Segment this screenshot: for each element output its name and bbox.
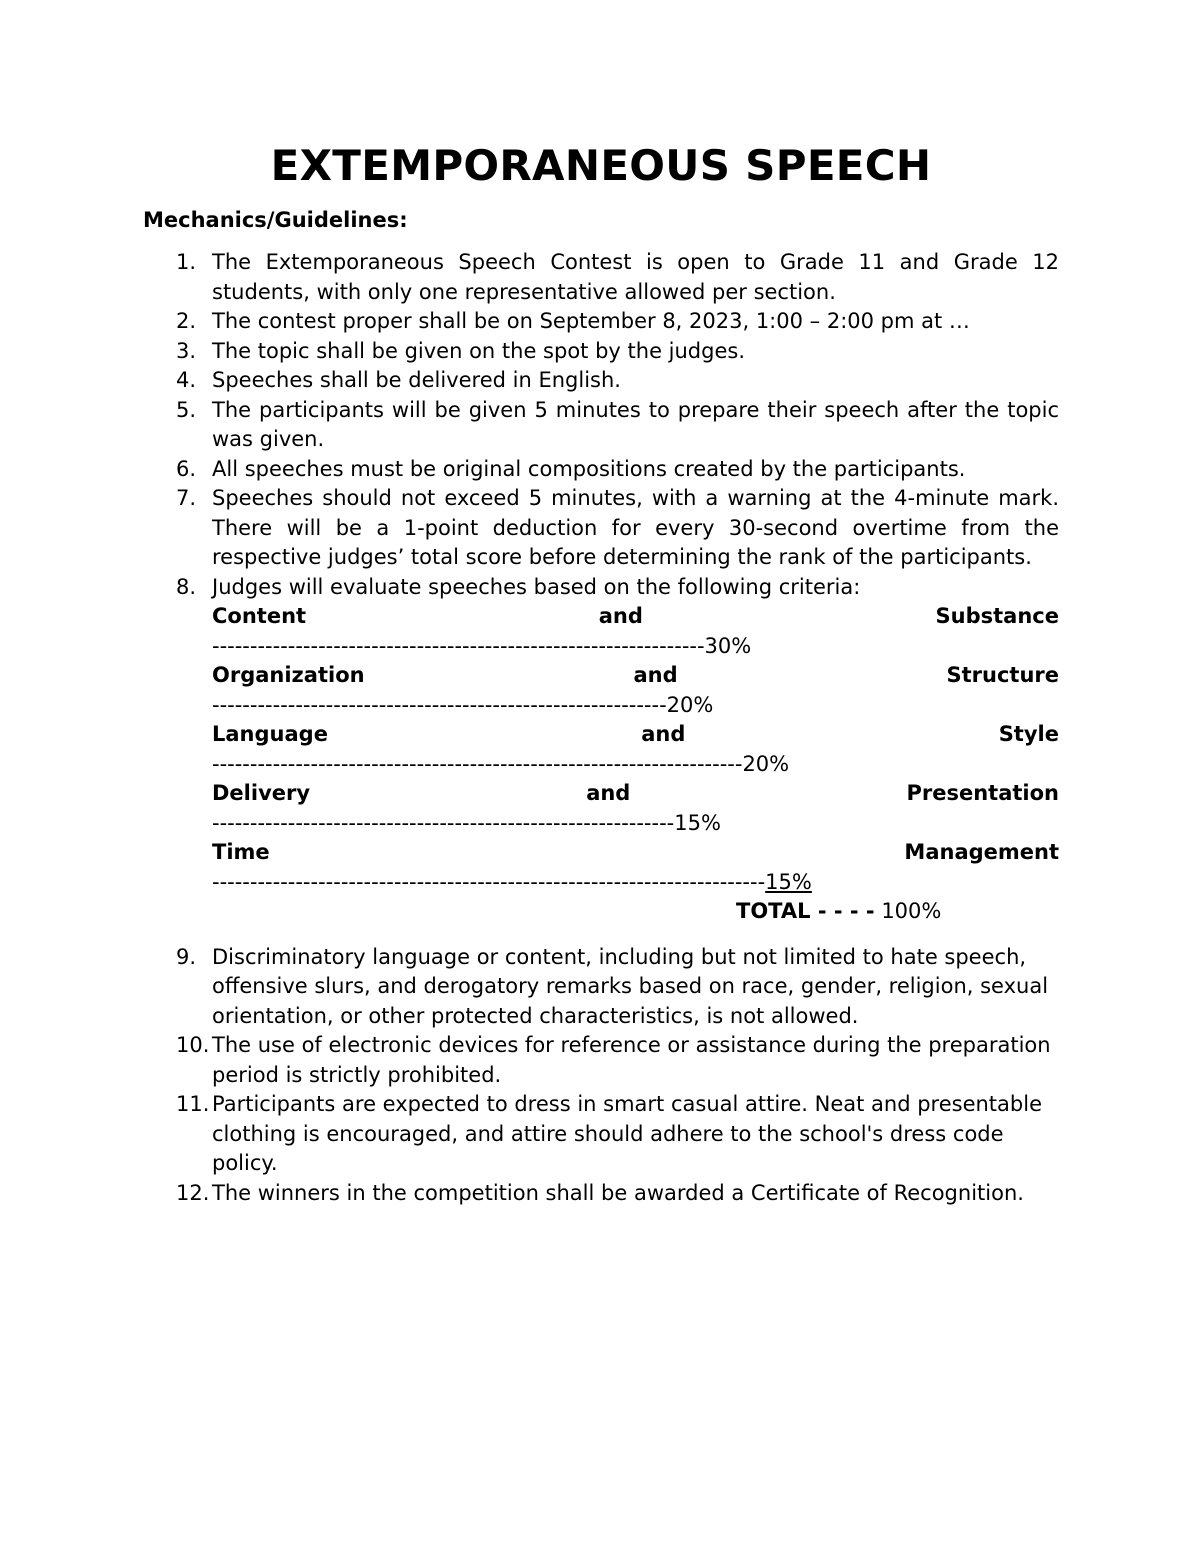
- criteria-word: Style: [998, 722, 1059, 746]
- item-text: Judges will evaluate speeches based on the following criteria:: [212, 574, 861, 599]
- item-text: Speeches should not exceed 5 minutes, with a warning at the 4-minute mark. There will be a 1-point deduction for every 30-second overtime from the respective judges’ total score before determining the rank of the participants.: [212, 486, 1059, 569]
- criteria-word: Structure: [946, 663, 1059, 687]
- criteria-word: Substance: [935, 604, 1059, 628]
- criteria-word: Language: [212, 722, 328, 746]
- item-number: 1.: [176, 250, 197, 274]
- criteria-word: Management: [904, 840, 1059, 864]
- item-number: 7.: [176, 486, 197, 510]
- item-number: 11.: [176, 1092, 210, 1116]
- criteria-score-row: [212, 809, 1059, 839]
- item-text-content: The winners in the competition shall be awarded a Certificate of Recognition.: [212, 1180, 1024, 1205]
- item-number: 5.: [176, 397, 197, 422]
- list-item: [143, 484, 1059, 573]
- criteria-word: Presentation: [906, 781, 1059, 805]
- criteria-percent: 15%: [674, 810, 721, 835]
- item-text: The Extemporaneous Speech Contest is open to Grade 11 and Grade 12 students, with only one representative allowed per section.: [212, 250, 1059, 304]
- item-text: The contest proper shall be on September 8, 2023, 1:00 – 2:00 pm at …: [212, 309, 970, 333]
- criteria-percent: 20%: [742, 751, 790, 776]
- item-text: Discriminatory language or content, including but not limited to hate speech, offensive slurs, and derogatory remarks based on race, gender, religion, sexual orientation, or other protected characteristics, is not allowed.: [212, 944, 1049, 1028]
- criteria-percent: 30%: [704, 633, 752, 658]
- page-title: EXTEMPORANEOUS SPEECH: [270, 141, 932, 190]
- item-text: [212, 1031, 1059, 1090]
- item-number: 12.: [176, 1180, 210, 1205]
- list-item: [143, 337, 1059, 367]
- item-number: 10.: [176, 1033, 210, 1057]
- criteria-word: and: [641, 722, 686, 746]
- total-label: TOTAL - - - -: [736, 899, 875, 923]
- item-text: All speeches must be original compositions created by the participants.: [212, 456, 966, 481]
- item-number: 3.: [176, 338, 197, 363]
- document-page: [143, 140, 1059, 1208]
- item-text-content: Participants are expected to dress in smart casual attire. Neat and presentable clothing is encouraged, and attire should adhere to the school's dress code policy.: [212, 1092, 1042, 1175]
- total-row: [212, 897, 1059, 927]
- item-text: Speeches shall be delivered in English.: [212, 368, 621, 392]
- dash-leader: -------------------------------------------------------------------------: [212, 869, 766, 894]
- list-item: [143, 573, 1059, 927]
- item-number: 2.: [176, 309, 197, 333]
- list-item: [143, 396, 1059, 455]
- criteria-title-row: [212, 720, 1059, 750]
- item-number: 9.: [176, 944, 197, 969]
- criteria-word: and: [633, 663, 678, 687]
- item-number: 8.: [176, 574, 197, 599]
- dash-leader: ----------------------------------------------------------------------: [212, 751, 743, 776]
- dash-leader: ------------------------------------------------------------: [212, 692, 667, 717]
- item-text: [212, 1090, 1059, 1179]
- criteria-title-row: [212, 661, 1059, 691]
- item-text-content: The use of electronic devices for reference or assistance during the preparation period is strictly prohibited.: [212, 1033, 1051, 1087]
- criteria-title-row: [212, 779, 1059, 809]
- criteria-score-row: [212, 632, 1059, 662]
- total-value: 100%: [881, 899, 942, 923]
- criteria-word: Content: [212, 604, 307, 628]
- item-number: 4.: [176, 368, 197, 392]
- dash-leader: -----------------------------------------------------------------: [212, 633, 705, 658]
- criteria-word: and: [598, 604, 643, 628]
- item-text: The participants will be given 5 minutes to prepare their speech after the topic was given.: [212, 397, 1059, 451]
- criteria-percent: 15%: [765, 869, 812, 894]
- list-item: [143, 1179, 1059, 1209]
- guidelines-list: [143, 248, 1059, 1208]
- list-item: [143, 943, 1059, 1032]
- criteria-title-row: [212, 838, 1059, 868]
- section-heading: Mechanics/Guidelines:: [143, 208, 408, 232]
- criteria-score-row: [212, 750, 1059, 780]
- dash-leader: -------------------------------------------------------------: [212, 810, 675, 835]
- list-item: [143, 1090, 1059, 1179]
- item-number: 6.: [176, 456, 197, 481]
- criteria-word: and: [586, 781, 631, 805]
- list-item: [143, 366, 1059, 396]
- criteria-title-row: [212, 602, 1059, 632]
- criteria-word: Delivery: [212, 781, 311, 805]
- criteria-block: [212, 602, 1059, 927]
- criteria-word: Organization: [212, 663, 365, 687]
- list-item: [143, 248, 1059, 307]
- list-item: [143, 1031, 1059, 1090]
- criteria-score-row: [212, 868, 1059, 898]
- item-text: [212, 1179, 1059, 1209]
- criteria-word: Time: [212, 840, 270, 864]
- item-text: The topic shall be given on the spot by the judges.: [212, 338, 745, 363]
- list-item: [143, 307, 1059, 337]
- criteria-percent: 20%: [666, 692, 714, 717]
- list-item: [143, 455, 1059, 485]
- criteria-score-row: [212, 691, 1059, 721]
